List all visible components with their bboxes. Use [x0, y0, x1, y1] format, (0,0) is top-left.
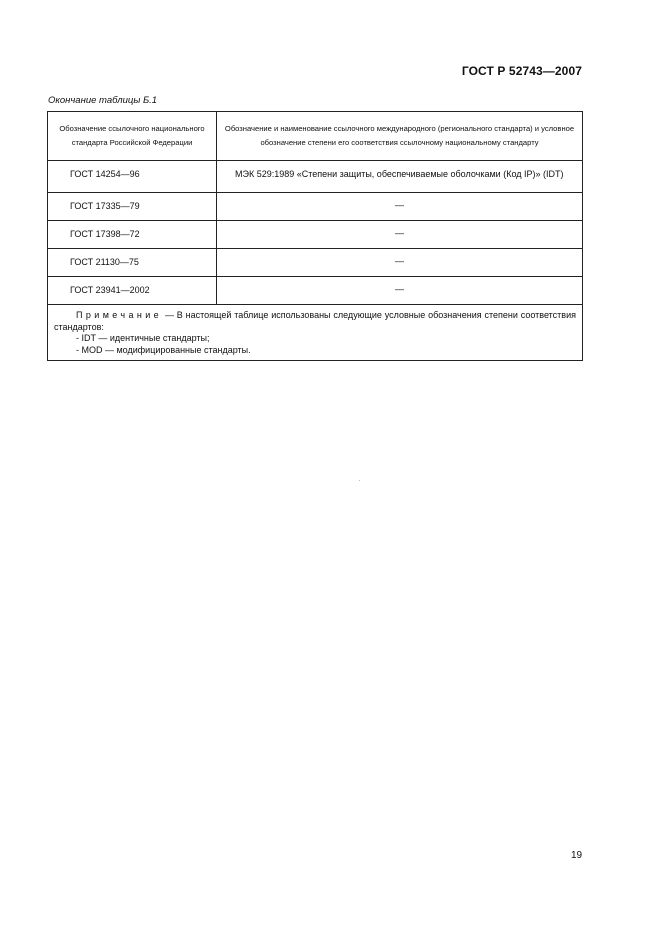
note-item-mod: - MOD — модифицированные стандарты. [76, 344, 251, 355]
page-number: 19 [571, 850, 583, 861]
reference-designation [217, 161, 583, 193]
gost-designation: ГОСТ 17398—72 [48, 221, 217, 249]
reference-text: МЭК 529:1989 «Степени защиты, обеспечиваемые оболочками (Код IP)» (IDT) [235, 169, 564, 179]
table-note [48, 305, 583, 361]
table-note-row [48, 305, 583, 361]
header-international-standard: Обозначение и наименование ссылочного международного (регионального стандарта) и условное обозначение степени его соответствия ссылочному национальному стандарту [217, 112, 583, 161]
table-header-row [48, 112, 583, 161]
gost-designation: ГОСТ 17335—79 [48, 193, 217, 221]
table-row [48, 161, 583, 193]
reference-designation: — [217, 277, 583, 305]
document-number: ГОСТ Р 52743—2007 [461, 64, 582, 78]
table-row [48, 193, 583, 221]
header-national-standard: Обозначение ссылочного национального стандарта Российской Федерации [48, 112, 217, 161]
gost-designation: ГОСТ 14254—96 [48, 161, 217, 193]
gost-designation: ГОСТ 23941—2002 [48, 277, 217, 305]
table-row [48, 277, 583, 305]
note-label: Примечание [76, 310, 163, 320]
note-intro [54, 310, 576, 333]
reference-designation: — [217, 221, 583, 249]
note-item-idt: - IDT — идентичные стандарты; [76, 333, 210, 343]
scan-speck [359, 480, 360, 481]
reference-standards-table [47, 111, 583, 361]
note-text: — В настоящей таблице использованы следующие условные обозначения степени соответствия стандартов: [54, 310, 576, 332]
reference-designation: — [217, 249, 583, 277]
table-caption: Окончание таблицы Б.1 [48, 95, 158, 106]
gost-designation: ГОСТ 21130—75 [48, 249, 217, 277]
table-row [48, 249, 583, 277]
table-row [48, 221, 583, 249]
reference-designation: — [217, 193, 583, 221]
